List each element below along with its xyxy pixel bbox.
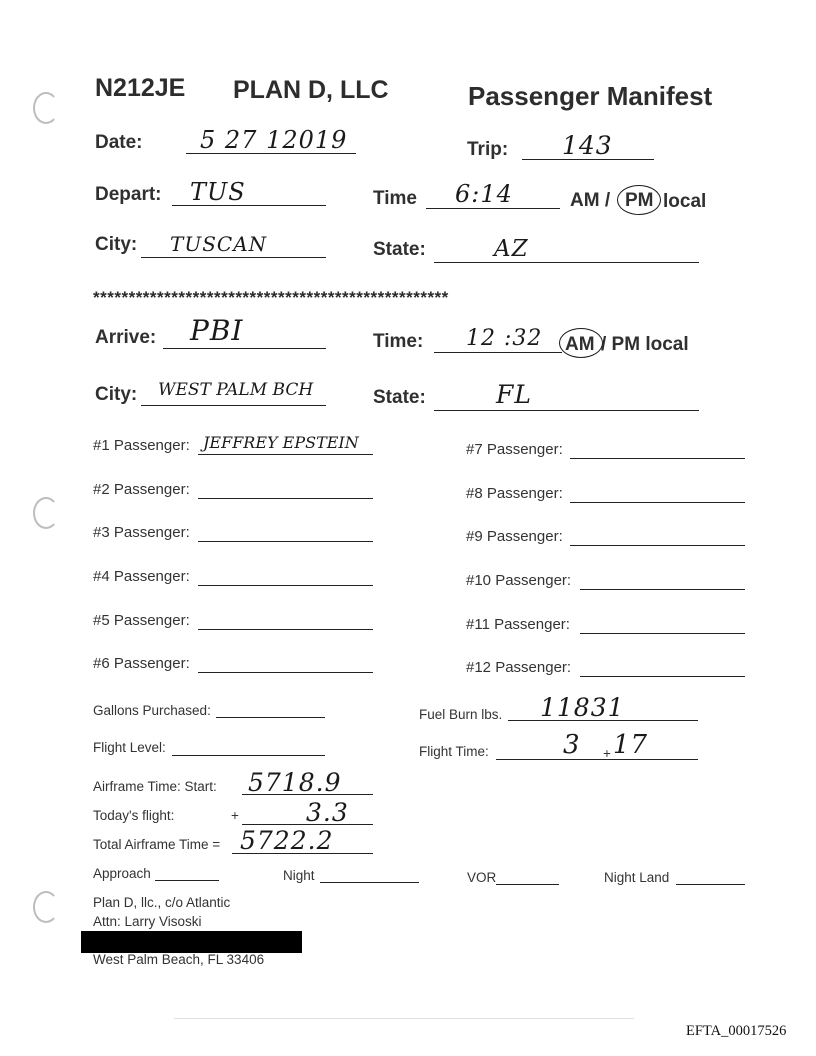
trip-value: 143: [562, 131, 613, 160]
depart-am-text: AM /: [570, 190, 611, 211]
gallons-label: Gallons Purchased:: [93, 703, 211, 718]
passenger-11-label: #11 Passenger:: [466, 616, 570, 633]
depart-state-line: [434, 262, 699, 263]
gallons-line: [216, 717, 325, 718]
depart-city-value: TUSCAN: [170, 232, 268, 256]
passenger-4-label: #4 Passenger:: [93, 568, 190, 585]
passenger-2-label: #2 Passenger:: [93, 481, 190, 498]
depart-city-line: [141, 257, 326, 258]
separator-stars: **************************************************: [93, 288, 449, 307]
flight-time-plus: +: [603, 746, 611, 761]
arrive-time-label: Time:: [373, 331, 424, 352]
document-title: Passenger Manifest: [468, 81, 713, 111]
flight-time-minutes: 17: [613, 730, 649, 760]
passenger-11-line: [580, 633, 745, 634]
passenger-12-label: #12 Passenger:: [466, 659, 572, 676]
arrive-city-line: [141, 405, 326, 406]
address-line-1: Plan D, llc., c/o Atlantic: [93, 895, 231, 910]
airframe-start-value: 5718.9: [248, 768, 342, 797]
passenger-9-line: [570, 545, 745, 546]
passenger-10-label: #10 Passenger:: [466, 572, 572, 589]
passenger-2-line: [198, 498, 373, 499]
depart-city-label: City:: [95, 234, 138, 255]
depart-pm-text: PM: [625, 190, 654, 211]
approach-line: [155, 880, 219, 881]
fuel-burn-value: 11831: [540, 693, 625, 722]
depart-time-value: 6:14: [455, 180, 513, 208]
flight-level-label: Flight Level:: [93, 740, 166, 755]
passenger-3-line: [198, 541, 373, 542]
company-name: PLAN D, LLC: [233, 76, 389, 104]
date-label: Date:: [95, 132, 143, 153]
arrive-city-value: WEST PALM BCH: [158, 380, 314, 400]
arrive-state-line: [434, 410, 699, 411]
passenger-1-name: JEFFREY EPSTEIN: [203, 433, 359, 452]
bates-number: EFTA_00017526: [686, 1023, 787, 1039]
arrive-state-label: State:: [373, 387, 426, 408]
arrive-time-value: 12 :32: [466, 326, 543, 351]
depart-value: TUS: [190, 178, 246, 206]
passenger-5-line: [198, 629, 373, 630]
vor-line: [496, 884, 559, 885]
scan-artifact-line: [174, 1018, 634, 1019]
date-value: 5 27 12019: [200, 126, 348, 154]
passenger-7-label: #7 Passenger:: [466, 441, 563, 458]
binder-hole-top: [33, 92, 59, 124]
arrive-city-label: City:: [95, 384, 138, 405]
passenger-6-label: #6 Passenger:: [93, 655, 190, 672]
flight-level-line: [172, 755, 325, 756]
arrive-time-line: [434, 352, 562, 353]
passenger-12-line: [580, 676, 745, 677]
vor-label: VOR: [467, 870, 497, 885]
passenger-7-line: [570, 458, 745, 459]
passenger-8-label: #8 Passenger:: [466, 485, 563, 502]
depart-state-label: State:: [373, 239, 426, 260]
passenger-5-label: #5 Passenger:: [93, 612, 190, 629]
total-airframe-value: 5722.2: [240, 826, 334, 855]
arrive-state-value: FL: [496, 380, 532, 409]
depart-time-label: Time: [373, 188, 418, 209]
depart-local-text: local: [663, 191, 707, 212]
flight-time-hours: 3: [563, 730, 581, 760]
arrive-value: PBI: [190, 314, 244, 347]
arrive-am-text: AM: [565, 334, 595, 355]
arrive-line: [163, 348, 326, 349]
tail-number: N212JE: [95, 74, 186, 102]
am-circle: [559, 328, 603, 358]
night-land-label: Night Land: [604, 870, 670, 885]
passenger-1-label: #1 Passenger:: [93, 437, 190, 454]
night-land-line: [676, 884, 745, 885]
flight-time-label: Flight Time:: [419, 744, 489, 759]
arrive-label: Arrive:: [95, 327, 157, 348]
depart-time-line: [426, 208, 560, 209]
redaction-bar: [81, 931, 302, 953]
binder-hole-middle: [33, 497, 59, 529]
night-label: Night: [283, 868, 315, 883]
passenger-6-line: [198, 672, 373, 673]
depart-state-value: AZ: [494, 236, 529, 262]
binder-hole-bottom: [33, 891, 59, 923]
night-line: [320, 882, 419, 883]
passenger-10-line: [580, 589, 745, 590]
pm-circle: [617, 185, 661, 215]
todays-flight-value: 3.3: [306, 798, 349, 827]
trip-label: Trip:: [467, 139, 509, 160]
airframe-start-label: Airframe Time: Start:: [93, 779, 217, 794]
passenger-1-line: [198, 454, 373, 455]
todays-flight-label: Today's flight:: [93, 808, 175, 823]
address-line-2: Attn: Larry Visoski: [93, 914, 202, 929]
approach-label: Approach: [93, 866, 151, 881]
todays-flight-plus: +: [231, 808, 239, 823]
passenger-9-label: #9 Passenger:: [466, 528, 563, 545]
address-line-4: West Palm Beach, FL 33406: [93, 952, 265, 967]
fuel-burn-label: Fuel Burn lbs.: [419, 707, 503, 722]
depart-label: Depart:: [95, 184, 162, 205]
total-airframe-label: Total Airframe Time =: [93, 837, 221, 852]
flight-time-line: [496, 759, 698, 760]
arrive-pm-local-text: / PM local: [601, 334, 689, 355]
passenger-4-line: [198, 585, 373, 586]
passenger-8-line: [570, 502, 745, 503]
passenger-3-label: #3 Passenger:: [93, 524, 190, 541]
